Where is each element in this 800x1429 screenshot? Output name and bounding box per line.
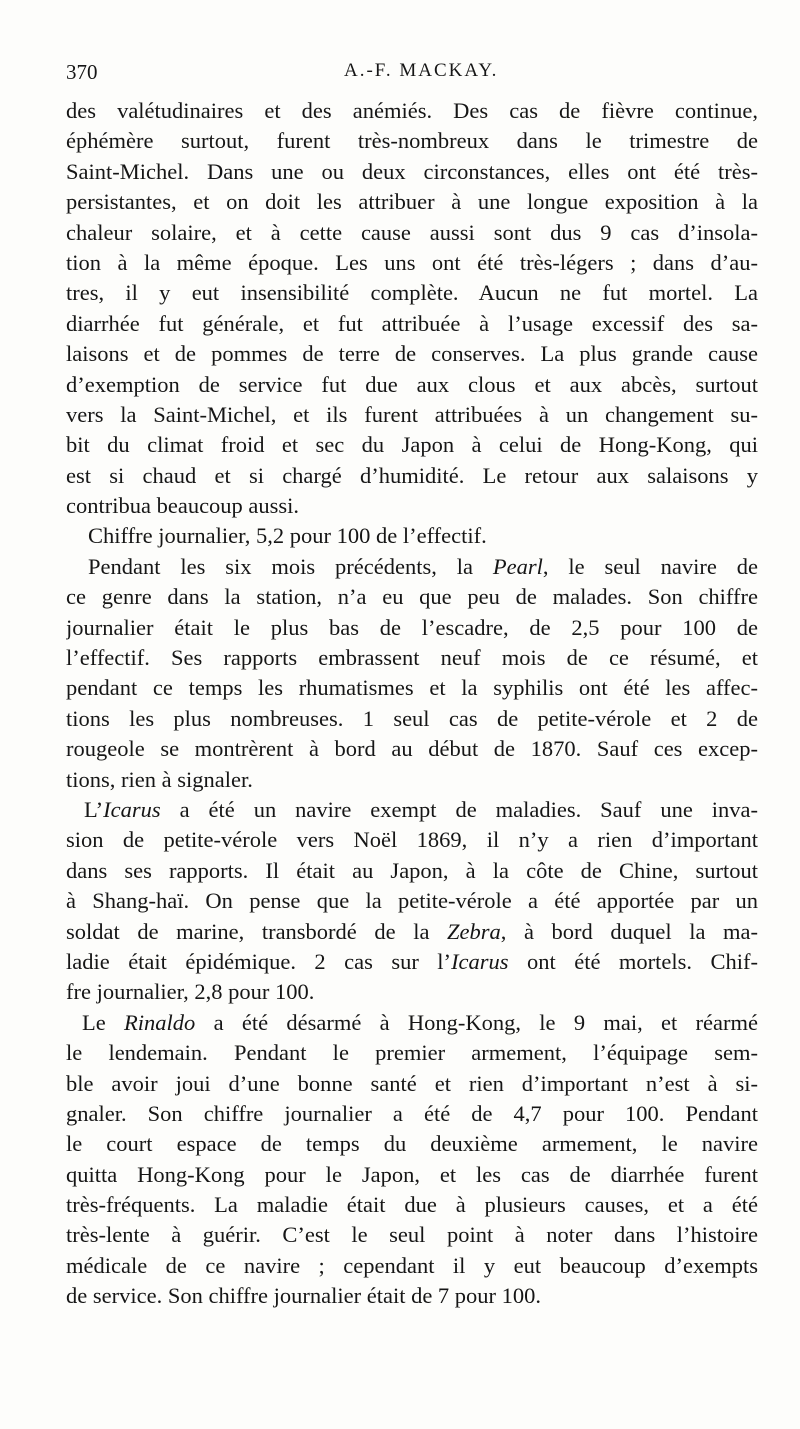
text-line: Saint-Michel. Dans une ou deux circonstances, elles ont été très- [66, 158, 758, 184]
text-line: le lendemain. Pendant le premier armement, l’équipage sem- [66, 1040, 758, 1066]
text-line [66, 947, 758, 977]
text-line: pendant ce temps les rhumatismes et la syphilis ont été les affec- [66, 675, 758, 701]
text-run: Pendant les six mois précédents, la [88, 553, 493, 579]
text-run: , le seul navire de [542, 553, 758, 579]
text-line: très-fréquents. La maladie était due à plusieurs causes, et a été [66, 1192, 758, 1218]
text-line: journalier était le plus bas de l’escadre, de 2,5 pour 100 de [66, 614, 758, 640]
text-line: à Shang-haï. On pense que la petite-vérole a été apportée par un [66, 888, 758, 914]
text-run: ont été mortels. Chif- [508, 948, 758, 974]
text-line: tions, rien à signaler. [66, 766, 253, 792]
ship-name: Icarus [451, 948, 509, 974]
text-run: ladie était épidémique. 2 cas sur l’ [66, 948, 452, 974]
text-line: d’exemption de service fut due aux clous et aux abcès, surtout [66, 371, 758, 397]
text-line: fre journalier, 2,8 pour 100. [66, 979, 315, 1005]
text-line: l’effectif. Ses rapports embrassent neuf mois de ce résumé, et [66, 645, 758, 671]
text-line: Chiffre journalier, 5,2 pour 100 de l’effectif. [88, 523, 487, 549]
text-line: est si chaud et si chargé d’humidité. Le retour aux salaisons y [66, 462, 758, 488]
running-title: A.-F. MACKAY. [344, 60, 499, 81]
text-line [66, 795, 758, 825]
text-line: chaleur solaire, et à cette cause aussi sont dus 9 cas d’insola- [66, 219, 758, 245]
text-line: contribua beaucoup aussi. [66, 493, 300, 519]
text-line: de service. Son chiffre journalier était de 7 pour 100. [66, 1283, 542, 1309]
text-line: quitta Hong-Kong pour le Japon, et les cas de diarrhée furent [66, 1161, 758, 1187]
text-line: éphémère surtout, furent très-nombreux dans le trimestre de [66, 128, 758, 154]
running-head [66, 60, 758, 90]
text-line: tres, il y eut insensibilité complète. Aucun ne fut mortel. La [66, 280, 758, 306]
text-line: sion de petite-vérole vers Noël 1869, il n’y a rien d’important [66, 827, 758, 853]
text-run: L’ [84, 796, 104, 822]
text-run: soldat de marine, transbordé de la [66, 918, 448, 944]
text-line: tion à la même époque. Les uns ont été très-légers ; dans d’au- [66, 249, 758, 275]
text-line: ble avoir joui d’une bonne santé et rien d’important n’est à si- [66, 1070, 758, 1096]
text-run: Le [82, 1009, 125, 1035]
ship-name: Pearl [492, 553, 543, 579]
text-run: , à bord duquel la ma- [500, 918, 758, 944]
page-number: 370 [66, 60, 98, 84]
text-line: le court espace de temps du deuxième armement, le navire [66, 1131, 758, 1157]
text-line: dans ses rapports. Il était au Japon, à la côte de Chine, surtout [66, 857, 758, 883]
text-line [66, 552, 758, 582]
body-text [66, 96, 758, 1312]
ship-name: Zebra [447, 918, 501, 944]
ship-name: Rinaldo [124, 1009, 196, 1035]
text-line: tions les plus nombreuses. 1 seul cas de petite-vérole et 2 de [66, 705, 758, 731]
text-line: persistantes, et on doit les attribuer à une longue exposition à la [66, 189, 758, 215]
ship-name: Icarus [103, 796, 161, 822]
text-line: bit du climat froid et sec du Japon à celui de Hong-Kong, qui [66, 432, 758, 458]
text-line: gnaler. Son chiffre journalier a été de 4,7 pour 100. Pendant [66, 1100, 758, 1126]
text-run: a été un navire exempt de maladies. Sauf une inva- [160, 796, 758, 822]
text-line: diarrhée fut générale, et fut attribuée à l’usage excessif des sa- [66, 310, 758, 336]
text-line: laisons et de pommes de terre de conserves. La plus grande cause [66, 341, 758, 367]
text-run: a été désarmé à Hong-Kong, le 9 mai, et réarmé [195, 1009, 758, 1035]
text-line: des valétudinaires et des anémiés. Des cas de fièvre continue, [66, 98, 758, 123]
text-line: rougeole se montrèrent à bord au début de 1870. Sauf ces excep- [66, 736, 758, 762]
text-line: vers la Saint-Michel, et ils furent attribuées à un changement su- [66, 401, 758, 427]
text-line [66, 917, 758, 947]
text-line: très-lente à guérir. C’est le seul point à noter dans l’histoire [66, 1222, 758, 1248]
text-line: médicale de ce navire ; cependant il y eut beaucoup d’exempts [66, 1252, 758, 1278]
text-line: ce genre dans la station, n’a eu que peu de malades. Son chiffre [66, 584, 758, 610]
text-line [66, 1008, 758, 1038]
